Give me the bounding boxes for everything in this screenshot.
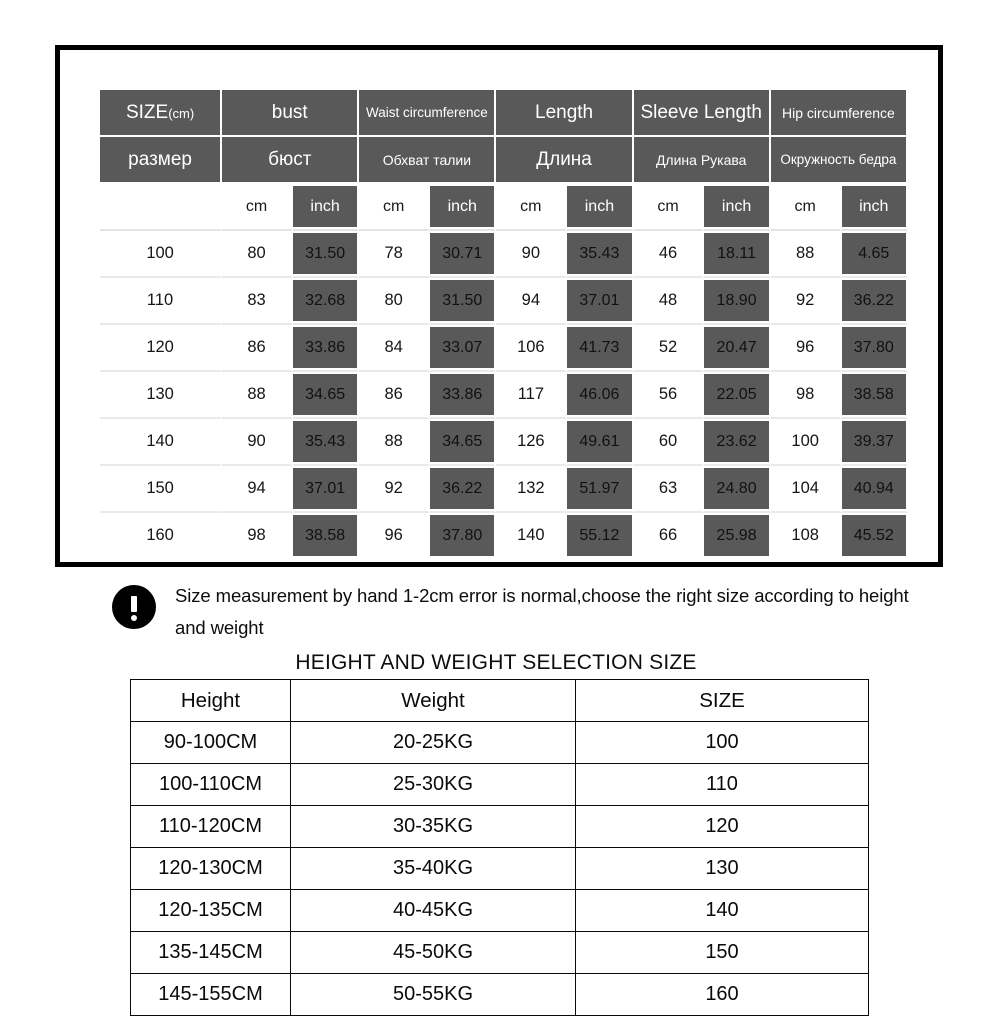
cell-length-cm: 132 xyxy=(496,466,567,513)
cell-hip-in xyxy=(842,231,908,278)
unit-cell-length-cm: cm xyxy=(496,184,567,231)
cell-weight: 35-40KG xyxy=(291,848,576,890)
height-weight-table xyxy=(130,679,869,1016)
cell-size: 150 xyxy=(576,932,869,974)
height-weight-title: HEIGHT AND WEIGHT SELECTION SIZE xyxy=(295,651,697,674)
cell-hip-cm: 104 xyxy=(771,466,842,513)
hw-header-size: SIZE xyxy=(576,680,869,722)
unit-label-inch: inch xyxy=(704,186,768,227)
cell-weight: 40-45KG xyxy=(291,890,576,932)
cell-waist-in xyxy=(430,325,496,372)
cell-bust-cm: 90 xyxy=(222,419,293,466)
unit-cell-bust-cm: cm xyxy=(222,184,293,231)
value-hip-in: 36.22 xyxy=(842,280,906,321)
cell-bust-in xyxy=(293,325,359,372)
value-waist-in: 33.86 xyxy=(430,374,494,415)
value-length-in: 55.12 xyxy=(567,515,631,556)
exclamation-dot xyxy=(131,615,137,621)
cell-height: 145-155CM xyxy=(131,974,291,1016)
cell-hip-cm: 88 xyxy=(771,231,842,278)
table-row xyxy=(100,325,908,372)
value-length-in: 35.43 xyxy=(567,233,631,274)
cell-size: 130 xyxy=(100,372,222,419)
note-text: Size measurement by hand 1-2cm error is normal,choose the right size according to height and weight xyxy=(175,585,909,638)
cell-sleeve-cm: 66 xyxy=(634,513,705,558)
value-sleeve-in: 24.80 xyxy=(704,468,768,509)
cell-length-in xyxy=(567,466,633,513)
header-label-size-unit: (cm) xyxy=(168,105,195,121)
table-row xyxy=(131,974,869,1016)
cell-sleeve-in xyxy=(704,372,770,419)
cell-bust-cm: 86 xyxy=(222,325,293,372)
cell-sleeve-cm: 46 xyxy=(634,231,705,278)
unit-label-inch: inch xyxy=(430,186,494,227)
cell-size: 140 xyxy=(100,419,222,466)
value-bust-in: 33.86 xyxy=(293,327,357,368)
value-waist-in: 30.71 xyxy=(430,233,494,274)
cell-bust-in xyxy=(293,419,359,466)
cell-length-cm: 117 xyxy=(496,372,567,419)
cell-waist-in xyxy=(430,278,496,325)
value-sleeve-in: 25.98 xyxy=(704,515,768,556)
cell-sleeve-in xyxy=(704,419,770,466)
cell-length-cm: 140 xyxy=(496,513,567,558)
value-sleeve-in: 18.11 xyxy=(704,233,768,274)
size-table-body xyxy=(100,231,908,558)
header-cell-hip-ru: Окружность бедра xyxy=(771,137,908,184)
cell-sleeve-in xyxy=(704,231,770,278)
hw-table-body xyxy=(131,722,869,1016)
value-hip-in: 39.37 xyxy=(842,421,906,462)
hw-header-row xyxy=(131,680,869,722)
cell-size: 110 xyxy=(576,764,869,806)
cell-height: 120-130CM xyxy=(131,848,291,890)
cell-hip-cm: 100 xyxy=(771,419,842,466)
cell-length-cm: 126 xyxy=(496,419,567,466)
cell-length-in xyxy=(567,325,633,372)
cell-bust-cm: 98 xyxy=(222,513,293,558)
unit-row xyxy=(100,184,908,231)
cell-sleeve-in xyxy=(704,278,770,325)
value-bust-in: 38.58 xyxy=(293,515,357,556)
header-cell-hip: Hip circumference xyxy=(771,90,908,137)
header-cell-size-ru: размер xyxy=(100,137,222,184)
value-hip-in: 37.80 xyxy=(842,327,906,368)
value-bust-in: 34.65 xyxy=(293,374,357,415)
cell-size: 160 xyxy=(576,974,869,1016)
value-length-in: 49.61 xyxy=(567,421,631,462)
value-sleeve-in: 22.05 xyxy=(704,374,768,415)
cell-bust-in xyxy=(293,466,359,513)
cell-length-cm: 94 xyxy=(496,278,567,325)
value-sleeve-in: 20.47 xyxy=(704,327,768,368)
value-length-in: 37.01 xyxy=(567,280,631,321)
cell-waist-cm: 92 xyxy=(359,466,430,513)
table-row xyxy=(131,806,869,848)
cell-waist-cm: 78 xyxy=(359,231,430,278)
cell-hip-cm: 92 xyxy=(771,278,842,325)
value-hip-in: 40.94 xyxy=(842,468,906,509)
value-sleeve-in: 23.62 xyxy=(704,421,768,462)
cell-waist-cm: 80 xyxy=(359,278,430,325)
cell-weight: 30-35KG xyxy=(291,806,576,848)
cell-size: 120 xyxy=(100,325,222,372)
table-row xyxy=(131,722,869,764)
cell-waist-cm: 84 xyxy=(359,325,430,372)
value-hip-in: 45.52 xyxy=(842,515,906,556)
cell-waist-in xyxy=(430,513,496,558)
table-row xyxy=(100,278,908,325)
value-waist-in: 37.80 xyxy=(430,515,494,556)
value-length-in: 41.73 xyxy=(567,327,631,368)
header-row-russian xyxy=(100,137,908,184)
cell-size: 150 xyxy=(100,466,222,513)
cell-sleeve-cm: 63 xyxy=(634,466,705,513)
cell-weight: 45-50KG xyxy=(291,932,576,974)
cell-bust-cm: 80 xyxy=(222,231,293,278)
cell-hip-in xyxy=(842,466,908,513)
cell-bust-in xyxy=(293,231,359,278)
value-hip-in: 4.65 xyxy=(842,233,906,274)
table-row xyxy=(100,419,908,466)
header-cell-sleeve-ru: Длина Рукава xyxy=(634,137,771,184)
cell-waist-cm: 86 xyxy=(359,372,430,419)
cell-height: 90-100CM xyxy=(131,722,291,764)
exclamation-circle-icon xyxy=(112,585,156,629)
cell-size: 160 xyxy=(100,513,222,558)
cell-length-in xyxy=(567,372,633,419)
cell-bust-in xyxy=(293,372,359,419)
table-row xyxy=(100,231,908,278)
value-hip-in: 38.58 xyxy=(842,374,906,415)
cell-size: 110 xyxy=(100,278,222,325)
cell-hip-cm: 96 xyxy=(771,325,842,372)
cell-height: 120-135CM xyxy=(131,890,291,932)
hw-header-height: Height xyxy=(131,680,291,722)
note-block xyxy=(112,580,942,644)
cell-length-in xyxy=(567,278,633,325)
cell-size: 100 xyxy=(576,722,869,764)
cell-height: 110-120CM xyxy=(131,806,291,848)
cell-length-in xyxy=(567,231,633,278)
table-row xyxy=(100,513,908,558)
value-waist-in: 34.65 xyxy=(430,421,494,462)
table-row xyxy=(100,466,908,513)
table-row xyxy=(131,932,869,974)
unit-cell-sleeve-cm: cm xyxy=(634,184,705,231)
header-row-english xyxy=(100,90,908,137)
unit-cell-bust-inch xyxy=(293,184,359,231)
cell-weight: 50-55KG xyxy=(291,974,576,1016)
cell-waist-in xyxy=(430,466,496,513)
value-waist-in: 33.07 xyxy=(430,327,494,368)
unit-cell-waist-cm: cm xyxy=(359,184,430,231)
cell-waist-in xyxy=(430,231,496,278)
value-sleeve-in: 18.90 xyxy=(704,280,768,321)
cell-length-in xyxy=(567,419,633,466)
unit-cell-waist-inch xyxy=(430,184,496,231)
cell-size: 120 xyxy=(576,806,869,848)
cell-waist-in xyxy=(430,372,496,419)
value-length-in: 46.06 xyxy=(567,374,631,415)
cell-length-cm: 106 xyxy=(496,325,567,372)
header-cell-sleeve: Sleeve Length xyxy=(634,90,771,137)
unit-cell-blank xyxy=(100,184,222,231)
cell-size: 100 xyxy=(100,231,222,278)
cell-sleeve-cm: 56 xyxy=(634,372,705,419)
value-bust-in: 32.68 xyxy=(293,280,357,321)
header-cell-length-ru: Длина xyxy=(496,137,633,184)
cell-bust-cm: 94 xyxy=(222,466,293,513)
cell-height: 135-145CM xyxy=(131,932,291,974)
unit-cell-sleeve-inch xyxy=(704,184,770,231)
cell-size: 130 xyxy=(576,848,869,890)
cell-waist-cm: 88 xyxy=(359,419,430,466)
cell-waist-in xyxy=(430,419,496,466)
cell-length-cm: 90 xyxy=(496,231,567,278)
header-label-size: SIZE xyxy=(125,101,169,123)
cell-hip-cm: 98 xyxy=(771,372,842,419)
cell-height: 100-110CM xyxy=(131,764,291,806)
unit-cell-hip-inch xyxy=(842,184,908,231)
cell-hip-in xyxy=(842,513,908,558)
header-cell-waist: Waist circumference xyxy=(359,90,496,137)
cell-bust-cm: 83 xyxy=(222,278,293,325)
header-cell-waist-ru: Обхват талии xyxy=(359,137,496,184)
value-waist-in: 36.22 xyxy=(430,468,494,509)
table-row xyxy=(131,764,869,806)
cell-sleeve-cm: 60 xyxy=(634,419,705,466)
table-row xyxy=(100,372,908,419)
cell-hip-in xyxy=(842,325,908,372)
size-chart-table xyxy=(100,90,908,558)
cell-sleeve-cm: 52 xyxy=(634,325,705,372)
header-cell-size xyxy=(100,90,222,137)
cell-hip-in xyxy=(842,419,908,466)
cell-hip-in xyxy=(842,278,908,325)
cell-weight: 25-30KG xyxy=(291,764,576,806)
cell-sleeve-in xyxy=(704,466,770,513)
hw-header-weight: Weight xyxy=(291,680,576,722)
cell-sleeve-in xyxy=(704,325,770,372)
table-row xyxy=(131,848,869,890)
cell-sleeve-in xyxy=(704,513,770,558)
exclamation-bar xyxy=(131,596,137,612)
header-cell-length: Length xyxy=(496,90,633,137)
unit-cell-length-inch xyxy=(567,184,633,231)
value-length-in: 51.97 xyxy=(567,468,631,509)
header-cell-bust: bust xyxy=(222,90,359,137)
unit-label-inch: inch xyxy=(842,186,906,227)
unit-cell-hip-cm: cm xyxy=(771,184,842,231)
cell-weight: 20-25KG xyxy=(291,722,576,764)
value-waist-in: 31.50 xyxy=(430,280,494,321)
cell-sleeve-cm: 48 xyxy=(634,278,705,325)
cell-waist-cm: 96 xyxy=(359,513,430,558)
table-row xyxy=(131,890,869,932)
header-cell-bust-ru: бюст xyxy=(222,137,359,184)
cell-size: 140 xyxy=(576,890,869,932)
size-chart-frame xyxy=(55,45,943,567)
cell-bust-in xyxy=(293,513,359,558)
value-bust-in: 37.01 xyxy=(293,468,357,509)
value-bust-in: 35.43 xyxy=(293,421,357,462)
cell-hip-cm: 108 xyxy=(771,513,842,558)
cell-hip-in xyxy=(842,372,908,419)
value-bust-in: 31.50 xyxy=(293,233,357,274)
cell-length-in xyxy=(567,513,633,558)
unit-label-inch: inch xyxy=(293,186,357,227)
cell-bust-cm: 88 xyxy=(222,372,293,419)
unit-label-inch: inch xyxy=(567,186,631,227)
cell-bust-in xyxy=(293,278,359,325)
